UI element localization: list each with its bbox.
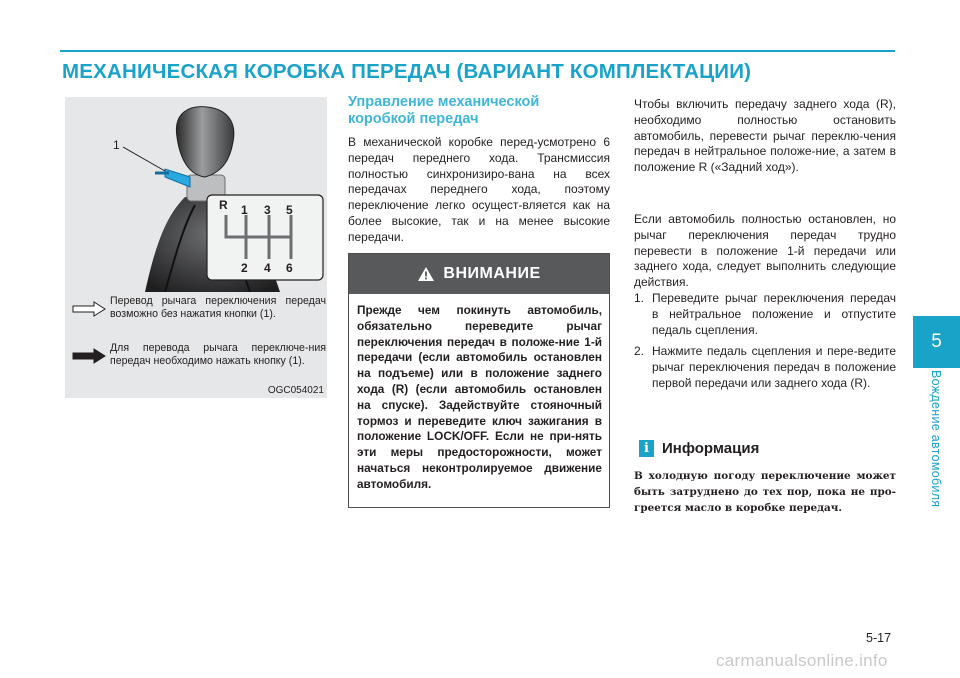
list-item	[634, 291, 896, 338]
page-title: МЕХАНИЧЕСКАЯ КОРОБКА ПЕРЕДАЧ (ВАРИАНТ КОМПЛЕКТАЦИИ)	[62, 60, 752, 83]
solid-arrow-icon	[72, 348, 106, 364]
warning-triangle-icon	[417, 266, 435, 282]
gate-gear-4: 4	[264, 261, 271, 275]
step-text: Переведите рычаг переключения передач в нейтральное положение и отпустите педаль сцепления.	[652, 291, 896, 337]
steps-list	[634, 291, 896, 398]
info-icon: i	[639, 440, 654, 457]
step-number: 2.	[634, 344, 645, 359]
paragraph-reverse: Чтобы включить передачу заднего хода (R), необходимо полностью остановить автомобиль, перевести рычаг переклю-чения передач в нейтральное положе-ние, а затем в положение R («Задний ход»).	[634, 97, 896, 175]
paragraph-stopped: Если автомобиль полностью остановлен, но рычаг переключения передач трудно перевести в положение 1-й передачи или заднего хода, следует выполнить следующие действия.	[634, 212, 896, 290]
gate-gear-2: 2	[241, 261, 248, 275]
gear-shift-figure	[65, 97, 327, 398]
gate-gear-6: 6	[286, 261, 293, 275]
outline-arrow-icon	[72, 301, 106, 317]
section-intro: В механической коробке перед-усмотрено 6 передач переднего хода. Трансмиссия полностью синхронизиро-вана на всех передачах переднего хода, поэтому переключение легко осущест-вляется как на более высокие, так и на менее высокие передачи.	[348, 135, 610, 244]
step-number: 1.	[634, 291, 645, 305]
figure-code: OGC054021	[267, 385, 324, 396]
step-text: Нажмите педаль сцепления и пере-ведите рычаг переключения передач в положение первой передачи или заднего хода (R).	[652, 344, 896, 390]
warning-header	[349, 254, 609, 294]
list-item	[634, 344, 896, 391]
warning-box	[348, 253, 610, 508]
legend-text-solid: Для перевода рычага переключе-ния передач необходимо нажать кнопку (1).	[110, 342, 326, 367]
chapter-tab[interactable]	[913, 316, 960, 368]
gate-reverse-label: R	[219, 198, 228, 212]
warning-text: Прежде чем покинуть автомобиль, обязательно переведите рычаг переключения передач в положе-ние 1-й передачи (если автомобиль остановлен на подъеме) или в положение заднего хода (R) (если автомобиль остановлен на спуске). Задействуйте стояночный тормоз и переведите ключ зажигания в положение LOCK/OFF. Если не при-нять эти меры предосторожности, может начаться неконтролируемое движение автомобиля.	[357, 303, 602, 491]
gear-lever-illustration	[65, 97, 327, 292]
top-rule	[60, 50, 895, 52]
callout-label: 1	[113, 138, 120, 152]
chapter-label: Вождение автомобиля	[929, 370, 943, 508]
gate-gear-5: 5	[286, 203, 293, 217]
legend-text-outline: Перевод рычага переключения передач возможно без нажатия кнопки (1).	[110, 295, 326, 320]
warning-title: ВНИМАНИЕ	[443, 265, 541, 282]
page-number: 5-17	[866, 631, 892, 645]
info-title: Информация	[662, 440, 760, 457]
gate-gear-3: 3	[264, 203, 271, 217]
info-text: В холодную погоду переключение может быть затруднено до тех пор, пока не про-греется масло в коробке передач.	[634, 470, 896, 514]
chapter-number: 5	[931, 331, 942, 352]
watermark[interactable]: carmanualsonline.info	[716, 651, 888, 670]
section-heading: Управление механической коробкой передач	[348, 94, 540, 127]
gate-gear-1: 1	[241, 203, 248, 217]
